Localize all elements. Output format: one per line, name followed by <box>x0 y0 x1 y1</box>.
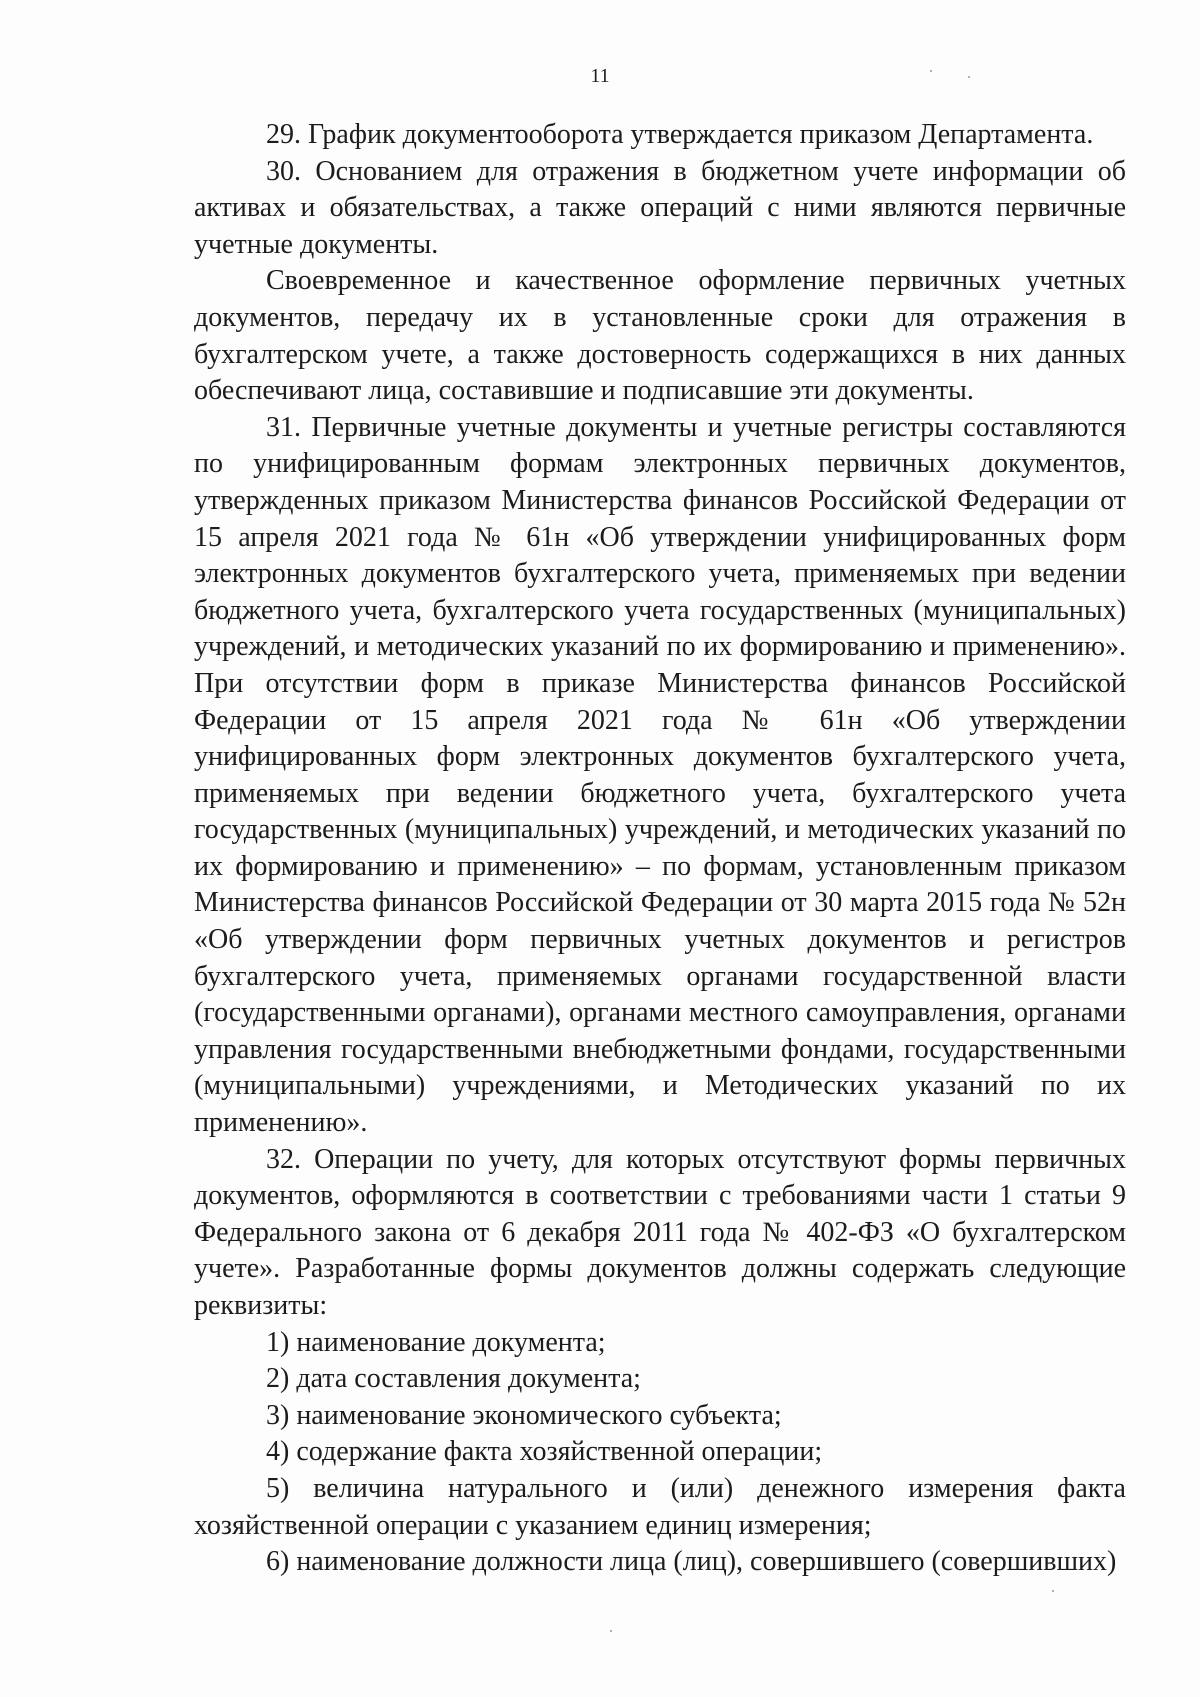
scan-speck <box>930 70 932 72</box>
paragraph-32: 32. Операции по учету, для которых отсутствуют формы первичных документов, оформляются в соответствии с требованиями части 1 статьи 9 Федерального закона от 6 декабря 2011 года № 402-ФЗ «О бухгалтерском учете». Разработанные формы документов должны содержать следующие реквизиты: <box>194 1143 1126 1321</box>
paragraph-31: 31. Первичные учетные документы и учетные регистры составляются по унифицированным формам электронных первичных документов, утвержденных приказом Министерства финансов Российской Федерации от 15 апреля 2021 года № 61н «Об утверждении унифицированных форм электронных документов бухгалтерского учета, применяемых при ведении бюджетного учета, бухгалтерского учета государственных (муниципальных) учреждений, и методических указаний по их формированию и применению». При отсутствии форм в приказе Министерства финансов Российской Федерации от 15 апреля 2021 года № 61н «Об утверждении унифицированных форм электронных документов бухгалтерского учета, применяемых при ведении бюджетного учета, бухгалтерского учета государственных (муниципальных) учреждений, и методических указаний по их формированию и применению» – по формам, установленным приказом Министерства финансов Российской Федерации от 30 марта 2015 года № 52н «Об утверждении форм первичных учетных документов и регистров бухгалтерского учета, применяемых органами государственной власти (государственными органами), органами местного самоуправления, органами управления государственными внебюджетными фондами, государственными (муниципальными) учреждениями, и Методических указаний по их применению». <box>194 411 1126 1139</box>
paragraph-29: 29. График документооборота утверждается приказом Департамента. <box>266 119 1094 150</box>
paragraph-30-continuation: Своевременное и качественное оформление первичных учетных документов, передачу их в установленные сроки для отражения в бухгалтерском учете, а также достоверность содержащихся в них данных обеспечивают лица, составившие и подписавшие эти документы. <box>194 265 1126 407</box>
scan-speck <box>610 1630 612 1632</box>
scan-speck <box>1052 1590 1054 1592</box>
list-item: 5) величина натурального и (или) денежного измерения факта хозяйственной операции с указанием единиц измерения; <box>194 1472 1126 1541</box>
page-number: 11 <box>590 65 610 87</box>
list-item: 2) дата составления документа; <box>266 1363 641 1395</box>
scan-speck <box>968 76 970 78</box>
document-body <box>194 117 1126 1581</box>
paragraph-30: 30. Основанием для отражения в бюджетном учете информации об активах и обязательствах, а также операций с ними являются первичные учетные документы. <box>194 155 1126 260</box>
list-item: 6) наименование должности лица (лиц), совершившего (совершивших) <box>266 1546 1117 1578</box>
list-item: 4) содержание факта хозяйственной операции; <box>266 1436 823 1468</box>
list-item: 1) наименование документа; <box>266 1326 606 1358</box>
list-item: 3) наименование экономического субъекта; <box>266 1399 782 1431</box>
